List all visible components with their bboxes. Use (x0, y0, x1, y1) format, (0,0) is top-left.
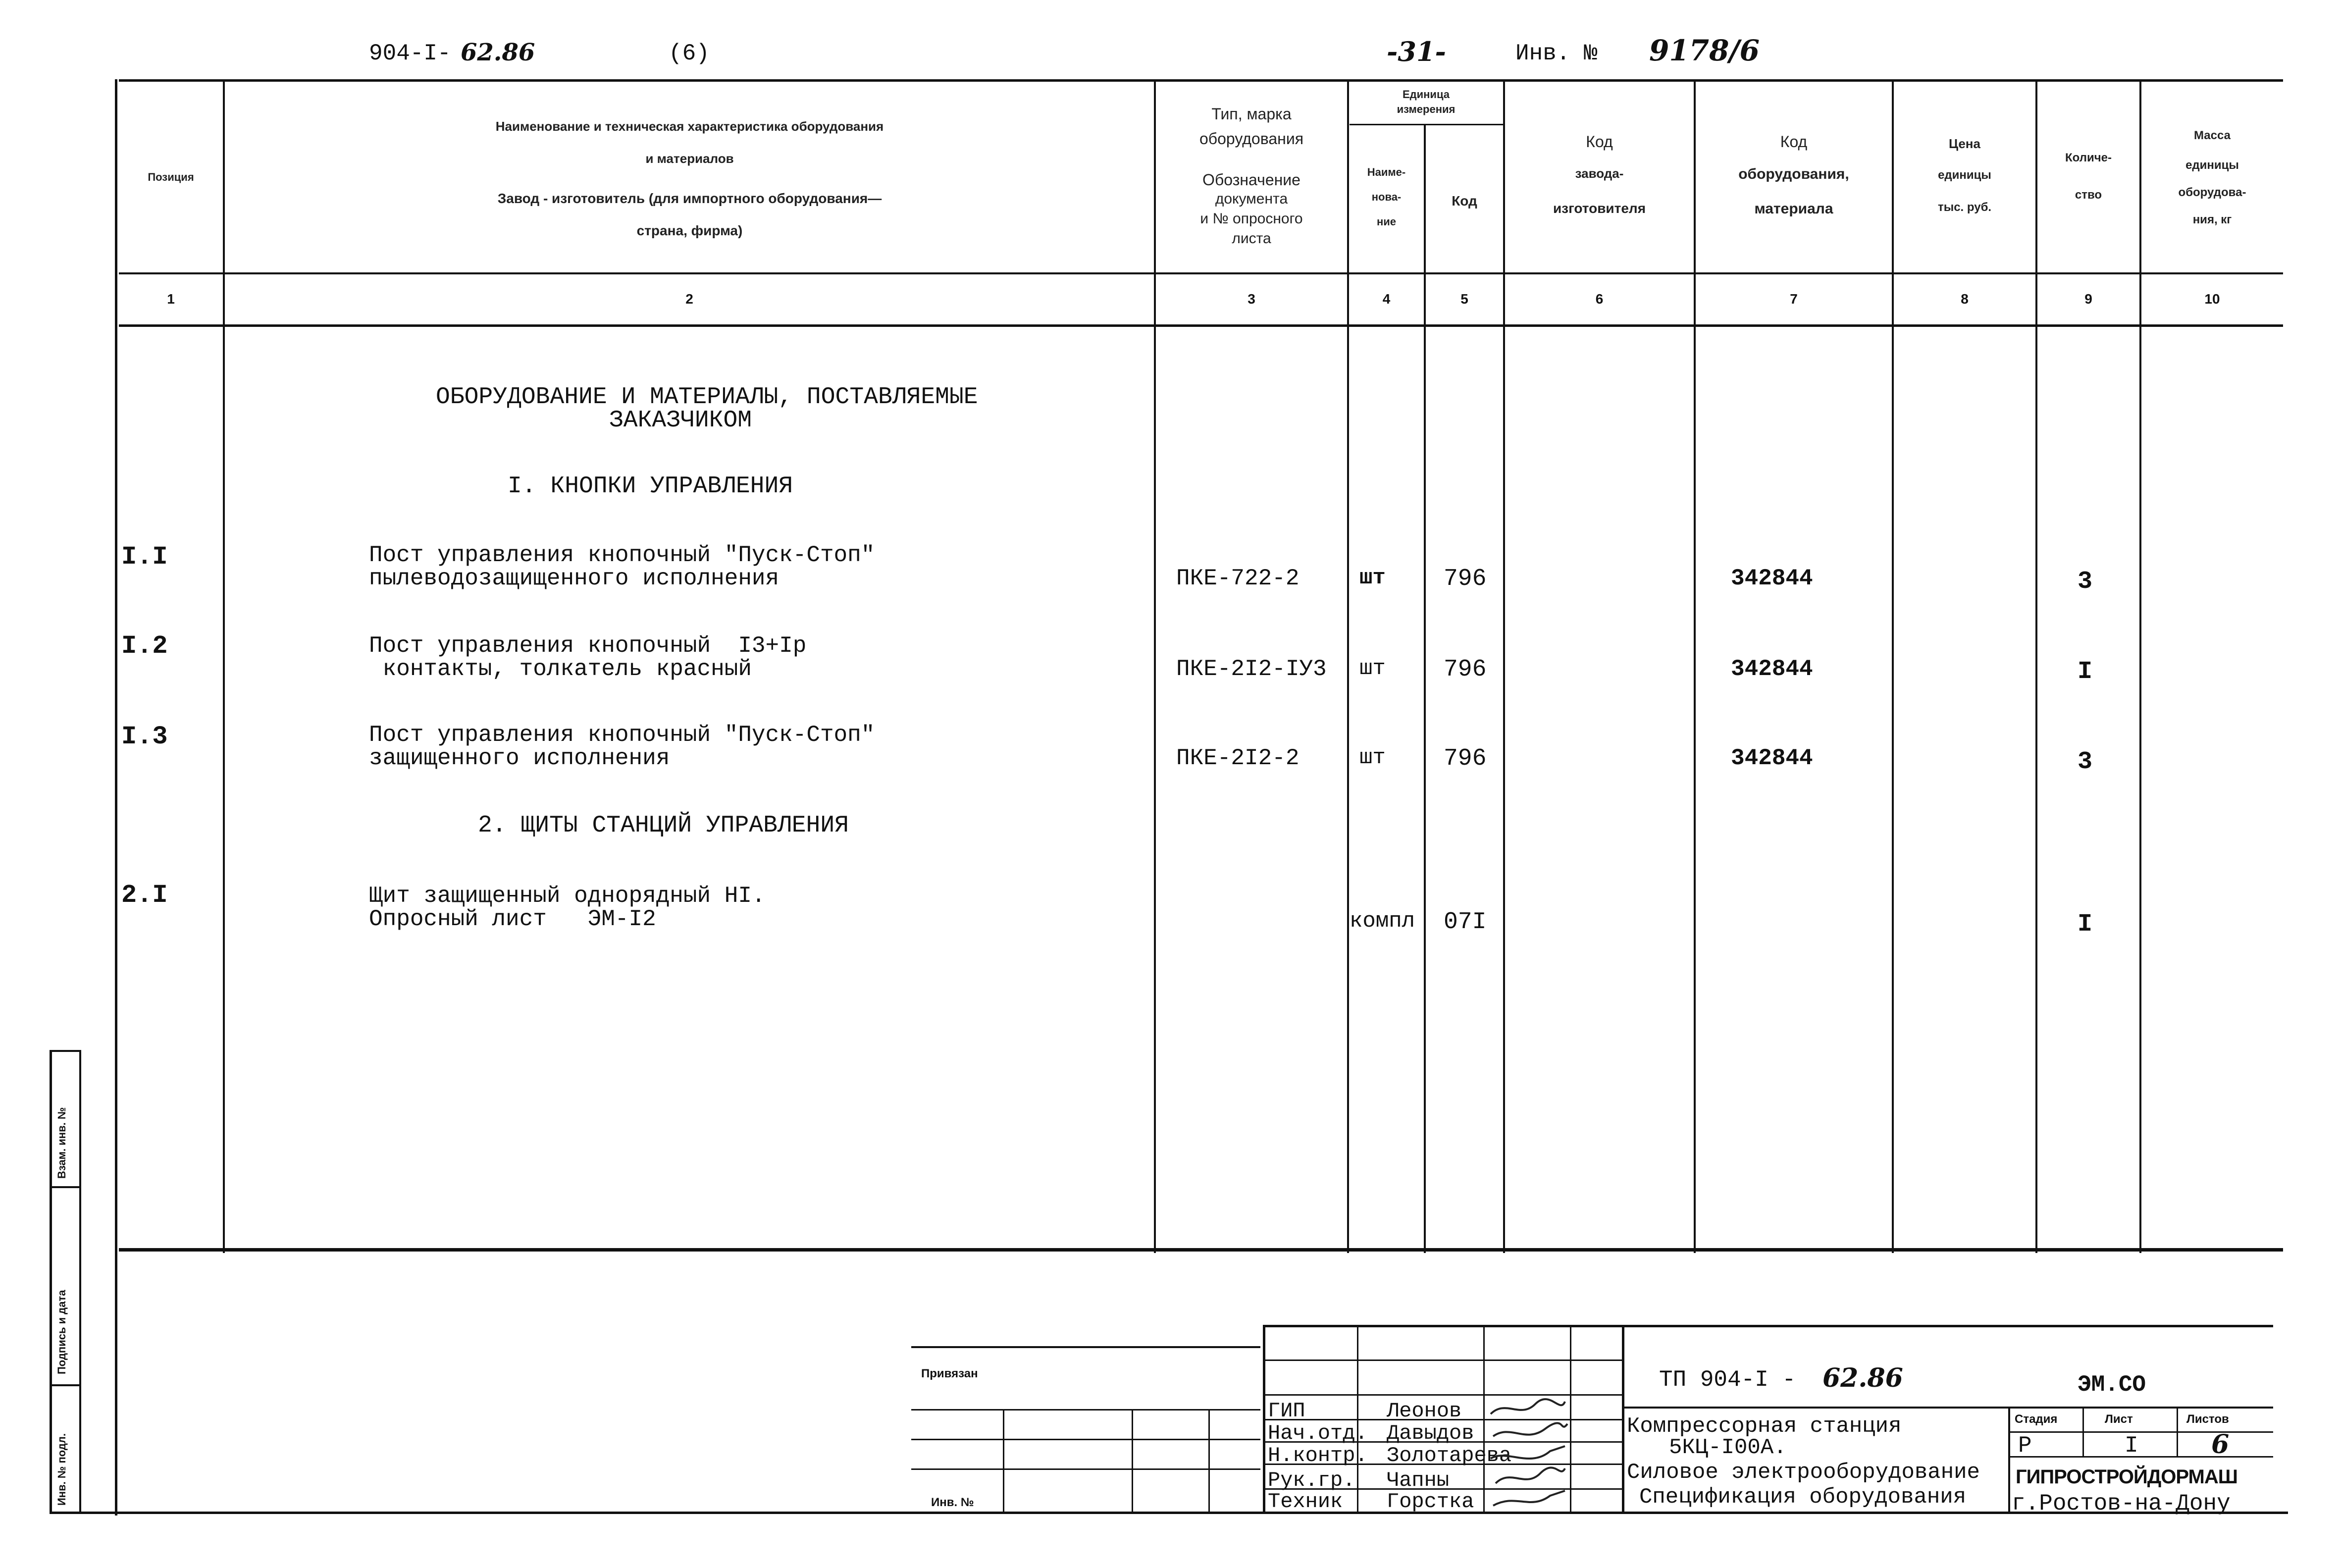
col7-header-l2: оборудования, (1738, 166, 1849, 182)
row-unit-code: 796 (1444, 745, 1487, 772)
col-number: 3 (1248, 291, 1255, 307)
row-position: I.I (121, 542, 168, 572)
stamp-right-divider (1622, 1407, 2273, 1409)
col1-header: Позиция (148, 171, 194, 183)
project-line-2: 5КЦ-I00А. (1669, 1435, 1787, 1460)
header-divider (119, 272, 2283, 274)
row-unit: шт (1359, 566, 1386, 590)
row-name-l2: контакты, толкатель красный (369, 656, 752, 682)
col8-header-l1: Цена (1949, 136, 1980, 151)
project-line-1: Компрессорная станция (1627, 1414, 1902, 1439)
doc-code-suffix: 62.86 (1822, 1363, 1903, 1393)
organization-city: г.Ростов-на-Дону (2012, 1491, 2231, 1516)
stamp-stage-col-2 (2177, 1407, 2178, 1456)
numbers-divider (119, 324, 2283, 327)
left-frame-line (115, 79, 117, 1516)
side-stamp-top (50, 1050, 81, 1052)
stamp-info-sep (2008, 1407, 2010, 1513)
row-unit-code: 07I (1444, 909, 1487, 936)
signature-davydov (1493, 1423, 1567, 1436)
stamp-stage-row-1 (2008, 1431, 2273, 1433)
sheet-bottom-line (50, 1512, 2288, 1514)
row-name-l1: Пост управления кнопочный I3+Iр (369, 633, 807, 659)
inv-label: Инв. № (1515, 41, 1598, 66)
col-number: 10 (2204, 291, 2220, 307)
row-name-l2: защищенного исполнения (369, 745, 670, 771)
name-chapny: Чапны (1387, 1468, 1450, 1492)
col3-header-l6: листа (1232, 230, 1271, 247)
stage-label: Стадия (2015, 1412, 2058, 1426)
signature-zolotareva (1491, 1446, 1565, 1459)
sig-col-line (1570, 1325, 1571, 1513)
sig-col-line (1357, 1325, 1358, 1513)
row-type: ПКЕ-2I2-2 (1176, 745, 1300, 771)
row-unit: шт (1359, 745, 1386, 770)
row-quantity: 3 (2078, 748, 2093, 776)
row-name-l2: Опросный лист ЭМ-I2 (369, 906, 656, 932)
row-equipment-code: 342844 (1731, 745, 1813, 771)
row-name-l2: пылеводозащищенного исполнения (369, 566, 780, 591)
row-type: ПКЕ-722-2 (1176, 566, 1300, 591)
stamp-mid-border (1622, 1325, 1624, 1513)
col6-header-l1: Код (1586, 133, 1613, 151)
page-number: -31- (1387, 36, 1446, 67)
unit-header-l1: Единица (1402, 88, 1450, 101)
stamp-stage-col-1 (2082, 1407, 2084, 1456)
table-bottom-border (119, 1248, 2283, 1252)
row-position: I.2 (121, 631, 168, 661)
stamp-stage-row-2 (2008, 1456, 2273, 1458)
col8-header-l3: тыс. руб. (1937, 201, 1992, 214)
row-quantity: I (2078, 910, 2093, 939)
side-stamp-inv-podl: Инв. № подл. (55, 1433, 68, 1506)
stage-value: Р (2018, 1433, 2032, 1459)
privyazan-col-3 (1208, 1409, 1210, 1513)
col-sep-5 (1503, 79, 1505, 1253)
row-unit-code: 796 (1444, 566, 1487, 592)
col-sep-8 (2035, 79, 2037, 1253)
col-number: 6 (1595, 291, 1604, 307)
sheet-label: Лист (2105, 1412, 2133, 1426)
section-2-title: 2. ЩИТЫ СТАНЦИЙ УПРАВЛЕНИЯ (478, 812, 849, 839)
col10-header-l1: Масса (2194, 129, 2231, 142)
col4-header-l3: ние (1376, 215, 1397, 228)
name-zolotareva: Золотарева (1387, 1444, 1512, 1467)
col2-header-l3: Завод - изготовитель (для импортного оборудования— (497, 191, 882, 206)
col9-header-l2: ство (2075, 188, 2102, 202)
doc-mark: ЭМ.СО (2078, 1372, 2146, 1398)
project-line-3: Силовое электрооборудование (1627, 1460, 1980, 1485)
row-equipment-code: 342844 (1731, 656, 1813, 682)
col6-header-l3: изготовителя (1553, 201, 1646, 216)
doc-code-prefix: ТП 904-I - (1659, 1367, 1796, 1393)
side-stamp-signature-date: Подпись и дата (55, 1290, 68, 1374)
row-unit-code: 796 (1444, 656, 1487, 683)
project-line-4: Спецификация оборудования (1639, 1485, 1967, 1510)
col5-header: Код (1452, 193, 1477, 209)
name-leonov: Леонов (1387, 1399, 1462, 1423)
unit-subheader-line (1350, 124, 1503, 125)
row-unit: шт (1359, 656, 1386, 681)
sig-col-line (1483, 1325, 1485, 1513)
row-position: I.3 (121, 722, 168, 751)
col4-header-l1: Наиме- (1367, 166, 1406, 178)
side-stamp-div-1 (50, 1186, 81, 1188)
col4-header-l2: нова- (1371, 191, 1402, 203)
section-1-title: I. КНОПКИ УПРАВЛЕНИЯ (508, 473, 793, 500)
col10-header-l3: оборудова- (2178, 186, 2246, 199)
privyazan-col-2 (1132, 1409, 1133, 1513)
col6-header-l2: завода- (1575, 166, 1624, 181)
row-quantity: I (2078, 658, 2093, 686)
col-sep-7 (1892, 79, 1894, 1253)
sheet-in-parens: (6) (669, 41, 710, 66)
col10-header-l4: ния, кг (2192, 213, 2232, 226)
col-number: 1 (167, 291, 175, 307)
col8-header-l2: единицы (1938, 168, 1991, 182)
col7-header-l1: Код (1780, 133, 1808, 151)
row-name-l1: Пост управления кнопочный "Пуск-Стоп" (369, 722, 875, 748)
sig-row-line (1263, 1359, 1622, 1361)
col3-header-l4: документа (1215, 191, 1288, 207)
side-stamp-left (50, 1050, 52, 1513)
row-name-l1: Пост управления кнопочный "Пуск-Стоп" (369, 542, 875, 568)
col-sep-3 (1347, 79, 1349, 1253)
side-stamp-vzam-inv: Взам. инв. № (55, 1107, 68, 1179)
col-sep-9 (2139, 79, 2141, 1253)
table-top-border (119, 79, 2283, 82)
inv-no-label: Инв. № (931, 1496, 974, 1509)
col2-header-l4: страна, фирма) (636, 223, 743, 238)
col-sep-2 (1154, 79, 1156, 1253)
inv-value: 9178/6 (1649, 34, 1760, 67)
signature-scribbles (1486, 1394, 1570, 1513)
body-title-l1: ОБОРУДОВАНИЕ И МАТЕРИАЛЫ, ПОСТАВЛЯЕМЫЕ (436, 384, 978, 411)
col-number: 4 (1382, 291, 1391, 307)
row-name-l1: Щит защищенный однорядный НI. (369, 883, 766, 909)
col-number: 7 (1790, 291, 1798, 307)
row-unit: компл (1350, 909, 1415, 934)
col3-header-l2: оборудования (1199, 130, 1304, 148)
col3-header-l1: Тип, марка (1211, 105, 1292, 123)
role-tekhnik: Техник (1268, 1490, 1343, 1514)
privyazan-top (911, 1346, 1260, 1348)
privyazan-col-1 (1003, 1409, 1004, 1513)
body-title-l2: ЗАКАЗЧИКОМ (609, 407, 752, 434)
signature-leonov (1491, 1399, 1565, 1414)
role-ruk-gr: Рук.гр. (1268, 1468, 1355, 1492)
col2-header-l1: Наименование и техническая характеристика оборудования (495, 119, 884, 134)
name-davydov: Давыдов (1387, 1421, 1474, 1445)
role-nach-otd: Нач.отд. (1268, 1421, 1368, 1445)
sheets-label: Листов (2186, 1412, 2229, 1426)
col7-header-l3: материала (1754, 201, 1833, 217)
role-n-kontr: Н.контр. (1268, 1444, 1368, 1467)
col-number: 8 (1961, 291, 1969, 307)
stamp-top-border (1263, 1325, 2273, 1327)
row-equipment-code: 342844 (1731, 566, 1813, 591)
col-sep-1 (223, 79, 225, 1253)
row-position: 2.I (121, 881, 168, 910)
row-type: ПКЕ-2I2-IУ3 (1176, 656, 1327, 682)
signature-gorstka (1493, 1491, 1565, 1506)
col3-header-l5: и № опросного (1200, 210, 1303, 227)
col-number: 5 (1460, 291, 1468, 307)
sheets-value: 6 (2211, 1429, 2230, 1460)
col2-header-l2: и материалов (645, 151, 734, 166)
project-prefix: 904-I- (369, 41, 451, 66)
col3-header-l3: Обозначение (1202, 171, 1300, 189)
privyazan-label: Привязан (921, 1367, 978, 1380)
row-quantity: 3 (2078, 568, 2093, 596)
sheet-value: I (2125, 1433, 2138, 1459)
project-suffix: 62.86 (461, 39, 535, 66)
col10-header-l2: единицы (2185, 158, 2239, 172)
organization-name: ГИПРОСТРОЙДОРМАШ (2016, 1466, 2237, 1488)
col-sep-6 (1694, 79, 1696, 1253)
side-stamp-right (79, 1050, 81, 1513)
col-number: 9 (2084, 291, 2092, 307)
side-stamp-div-2 (50, 1384, 81, 1386)
role-gip: ГИП (1268, 1399, 1305, 1423)
col-number: 2 (685, 291, 693, 307)
name-gorstka: Горстка (1387, 1490, 1474, 1514)
signature-chapny (1496, 1467, 1565, 1483)
unit-header-l2: измерения (1397, 103, 1456, 115)
col9-header-l1: Количе- (2065, 151, 2112, 164)
